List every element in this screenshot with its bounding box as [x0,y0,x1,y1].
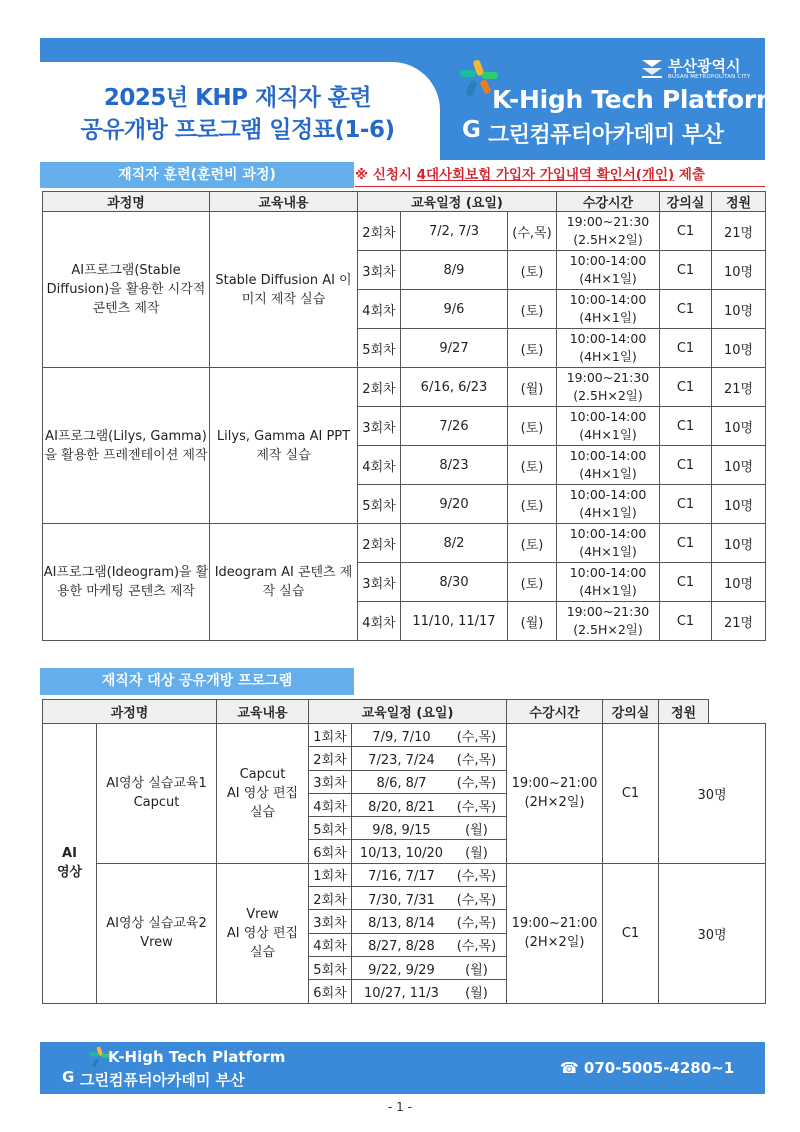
title-line-1: 2025년 KHP 재직자 훈련 [103,85,372,111]
session-round: 3회차 [358,251,401,290]
time-hours: (2H×2일) [524,795,585,811]
time-hours: (2.5H×2일) [573,622,643,637]
table-row [43,212,766,251]
session-date [352,863,507,886]
time-range: 10:00-14:00 [569,292,647,307]
session-round: 4회차 [309,933,352,956]
date-text: 7/23, 7/24 [368,752,435,768]
session-date [352,840,507,863]
content-line-2: AI 영상 편집 [226,925,299,941]
course-capacity: 30명 [659,724,766,864]
date-text: 7/9, 7/10 [372,729,431,745]
day-text: (수,목) [456,799,497,815]
course-name [97,863,217,1003]
session-room: C1 [660,368,712,407]
session-round: 2회차 [309,887,352,910]
session-room: C1 [660,290,712,329]
time-range: 19:00~21:30 [566,214,650,229]
table-header-row [43,700,766,724]
notice-suffix: 제출 [674,167,705,183]
header-course: 과정명 [43,700,217,724]
day-text: (월) [465,846,488,862]
table-row [43,863,766,886]
header-content: 교육내용 [217,700,309,724]
session-round: 3회차 [358,407,401,446]
session-capacity: 10명 [712,407,766,446]
day-text: (월) [465,822,488,838]
header-capacity: 정원 [659,700,709,724]
page-title [40,82,435,146]
session-day: (토) [508,290,557,329]
course-name: AI프로그램(Stable Diffusion)을 활용한 시각적 콘텐츠 제작 [43,212,210,368]
time-range: 10:00-14:00 [569,409,647,424]
time-range: 10:00-14:00 [569,448,647,463]
day-text: (수,목) [456,916,497,932]
session-round: 1회차 [309,863,352,886]
session-date: 9/20 [401,485,508,524]
session-day: (토) [508,329,557,368]
date-text: 7/30, 7/31 [368,892,435,908]
category-cell [43,724,97,1004]
session-date: 11/10, 11/17 [401,602,508,641]
session-date: 8/30 [401,563,508,602]
session-round: 6회차 [309,980,352,1003]
session-capacity: 21명 [712,212,766,251]
session-time [557,602,660,641]
time-range: 10:00-14:00 [569,487,647,502]
session-room: C1 [660,563,712,602]
session-date: 9/6 [401,290,508,329]
section2-label: 재직자 대상 공유개방 프로그램 [40,668,354,695]
session-date: 7/2, 7/3 [401,212,508,251]
session-date [352,817,507,840]
session-capacity: 21명 [712,602,766,641]
session-round: 3회차 [309,770,352,793]
session-room: C1 [660,602,712,641]
time-range: 19:00~21:30 [566,370,650,385]
session-round: 4회차 [358,290,401,329]
course-name-line-2: Capcut [133,795,180,811]
content-line-3: 실습 [249,804,276,820]
platform-name: K-High Tech Platform [492,85,782,114]
content-line-1: Capcut [239,766,286,782]
header-time: 수강시간 [507,700,603,724]
time-hours: (2.5H×2일) [573,388,643,403]
time-hours: (4H×1일) [579,349,637,364]
session-capacity: 10명 [712,446,766,485]
session-capacity: 10명 [712,563,766,602]
header-room: 강의실 [603,700,659,724]
date-text: 9/22, 9/29 [368,962,435,978]
course-name: AI프로그램(Ideogram)을 활용한 마케팅 콘텐츠 제작 [43,524,210,641]
course-name-line-2: Vrew [140,935,173,951]
date-text: 8/20, 8/21 [368,799,435,815]
course-capacity: 30명 [659,863,766,1003]
day-text: (수,목) [456,939,497,955]
session-date: 6/16, 6/23 [401,368,508,407]
session-round: 2회차 [309,747,352,770]
page-number: - 1 - [388,1100,412,1114]
session-capacity: 10명 [712,485,766,524]
course-content: Lilys, Gamma AI PPT 제작 실습 [210,368,358,524]
city-eng-name: BUSAN METROPOLITAN CITY [668,74,751,80]
category-line-1: AI [62,846,77,862]
course-content [217,724,309,864]
session-room: C1 [660,407,712,446]
time-range: 19:00~21:30 [566,604,650,619]
session-round: 4회차 [309,793,352,816]
time-hours: (2.5H×2일) [573,232,643,247]
header-course: 과정명 [43,192,210,212]
course-name [97,724,217,864]
session-capacity: 10명 [712,251,766,290]
time-hours: (4H×1일) [579,544,637,559]
session-date [352,724,507,747]
footer-academy-g-logo: G [62,1068,75,1086]
session-round: 2회차 [358,524,401,563]
content-line-1: Vrew [246,906,279,922]
course-time [507,863,603,1003]
session-capacity: 10명 [712,329,766,368]
course-content [217,863,309,1003]
day-text: (수,목) [456,729,497,745]
day-text: (수,목) [456,869,497,885]
session-time [557,524,660,563]
header-capacity: 정원 [712,192,766,212]
session-round: 6회차 [309,840,352,863]
session-capacity: 21명 [712,368,766,407]
session-round: 2회차 [358,368,401,407]
session-date: 9/27 [401,329,508,368]
session-day: (토) [508,524,557,563]
header-room: 강의실 [660,192,712,212]
session-time [557,212,660,251]
session-time [557,329,660,368]
time-range: 10:00-14:00 [569,253,647,268]
date-text: 9/8, 9/15 [372,822,431,838]
course-room: C1 [603,724,659,864]
title-line-2: 공유개방 프로그램 일정표(1-6) [80,117,395,143]
table-header-row [43,192,766,212]
open-program-table [42,699,766,1004]
session-time [557,485,660,524]
session-day: (토) [508,446,557,485]
time-range: 19:00~21:00 [511,776,598,792]
table-row [43,368,766,407]
session-room: C1 [660,485,712,524]
session-round: 4회차 [358,446,401,485]
header-time: 수강시간 [557,192,660,212]
session-day: (토) [508,563,557,602]
session-date [352,770,507,793]
session-date: 8/23 [401,446,508,485]
course-name-line-1: AI영상 실습교육2 [106,916,207,932]
session-date [352,747,507,770]
course-content: Ideogram AI 콘텐츠 제작 실습 [210,524,358,641]
course-room: C1 [603,863,659,1003]
training-schedule-table [42,191,766,641]
course-content: Stable Diffusion AI 이미지 제작 실습 [210,212,358,368]
table-row [43,524,766,563]
time-range: 19:00~21:00 [511,916,598,932]
session-round: 5회차 [309,817,352,840]
table-row [43,724,766,747]
session-round: 3회차 [358,563,401,602]
session-capacity: 10명 [712,290,766,329]
notice-prefix: ※ 신청시 [355,167,417,183]
session-date: 8/9 [401,251,508,290]
session-round: 5회차 [358,485,401,524]
day-text: (수,목) [456,892,497,908]
header-content: 교육내용 [210,192,358,212]
session-date [352,956,507,979]
footer-banner [40,1042,765,1094]
date-text: 10/13, 10/20 [359,846,444,862]
session-time [557,368,660,407]
session-day: (월) [508,368,557,407]
session-date [352,933,507,956]
session-day: (토) [508,407,557,446]
footer-phone: ☎ 070-5005-4280~1 [560,1059,735,1077]
session-time [557,251,660,290]
session-day: (수,목) [508,212,557,251]
session-date [352,887,507,910]
date-text: 8/27, 8/28 [368,939,435,955]
session-round: 5회차 [309,956,352,979]
footer-platform-name: K-High Tech Platform [108,1048,286,1066]
session-date [352,980,507,1003]
section1-label: 재직자 훈련(훈련비 과정) [40,162,354,188]
day-text: (수,목) [456,776,497,792]
session-capacity: 10명 [712,524,766,563]
session-time [557,446,660,485]
session-round: 5회차 [358,329,401,368]
session-room: C1 [660,329,712,368]
time-hours: (4H×1일) [579,505,637,520]
academy-name: 그린컴퓨터아카데미 부산 [488,123,724,148]
footer-academy-name: 그린컴퓨터아카데미 부산 [80,1071,245,1089]
date-text: 8/6, 8/7 [376,776,427,792]
session-date [352,910,507,933]
content-line-2: AI 영상 편집 [226,785,299,801]
day-text: (월) [465,962,488,978]
time-range: 10:00-14:00 [569,331,647,346]
session-time [557,563,660,602]
busan-city-logo [640,55,756,85]
date-text: 10/27, 11/3 [364,985,439,1001]
session-day: (월) [508,602,557,641]
city-name: 부산광역시 [668,57,741,75]
header-schedule: 교육일정 (요일) [309,700,507,724]
notice-text [355,163,765,187]
session-date [352,793,507,816]
session-room: C1 [660,446,712,485]
session-room: C1 [660,212,712,251]
session-time [557,407,660,446]
time-hours: (4H×1일) [579,310,637,325]
time-range: 10:00-14:00 [569,526,647,541]
course-time [507,724,603,864]
time-hours: (4H×1일) [579,583,637,598]
session-date: 7/26 [401,407,508,446]
session-room: C1 [660,524,712,563]
session-day: (토) [508,251,557,290]
session-time [557,290,660,329]
session-round: 1회차 [309,724,352,747]
session-day: (토) [508,485,557,524]
time-hours: (2H×2일) [524,935,585,951]
header-schedule: 교육일정 (요일) [358,192,557,212]
session-date: 8/2 [401,524,508,563]
time-range: 10:00-14:00 [569,565,647,580]
academy-g-logo: G [462,117,481,143]
session-round: 4회차 [358,602,401,641]
course-name: AI프로그램(Lilys, Gamma)을 활용한 프레젠테이션 제작 [43,368,210,524]
busan-wave-icon [640,57,664,79]
session-round: 2회차 [358,212,401,251]
date-text: 7/16, 7/17 [368,869,435,885]
session-room: C1 [660,251,712,290]
course-name-line-1: AI영상 실습교육1 [106,776,207,792]
notice-highlight: 4대사회보험 가입자 가입내역 확인서(개인) [416,167,675,183]
content-line-3: 실습 [249,944,276,960]
time-hours: (4H×1일) [579,271,637,286]
time-hours: (4H×1일) [579,466,637,481]
session-round: 3회차 [309,910,352,933]
day-text: (월) [465,985,488,1001]
date-text: 8/13, 8/14 [368,916,435,932]
category-line-2: 영상 [56,865,83,881]
time-hours: (4H×1일) [579,427,637,442]
day-text: (수,목) [456,752,497,768]
